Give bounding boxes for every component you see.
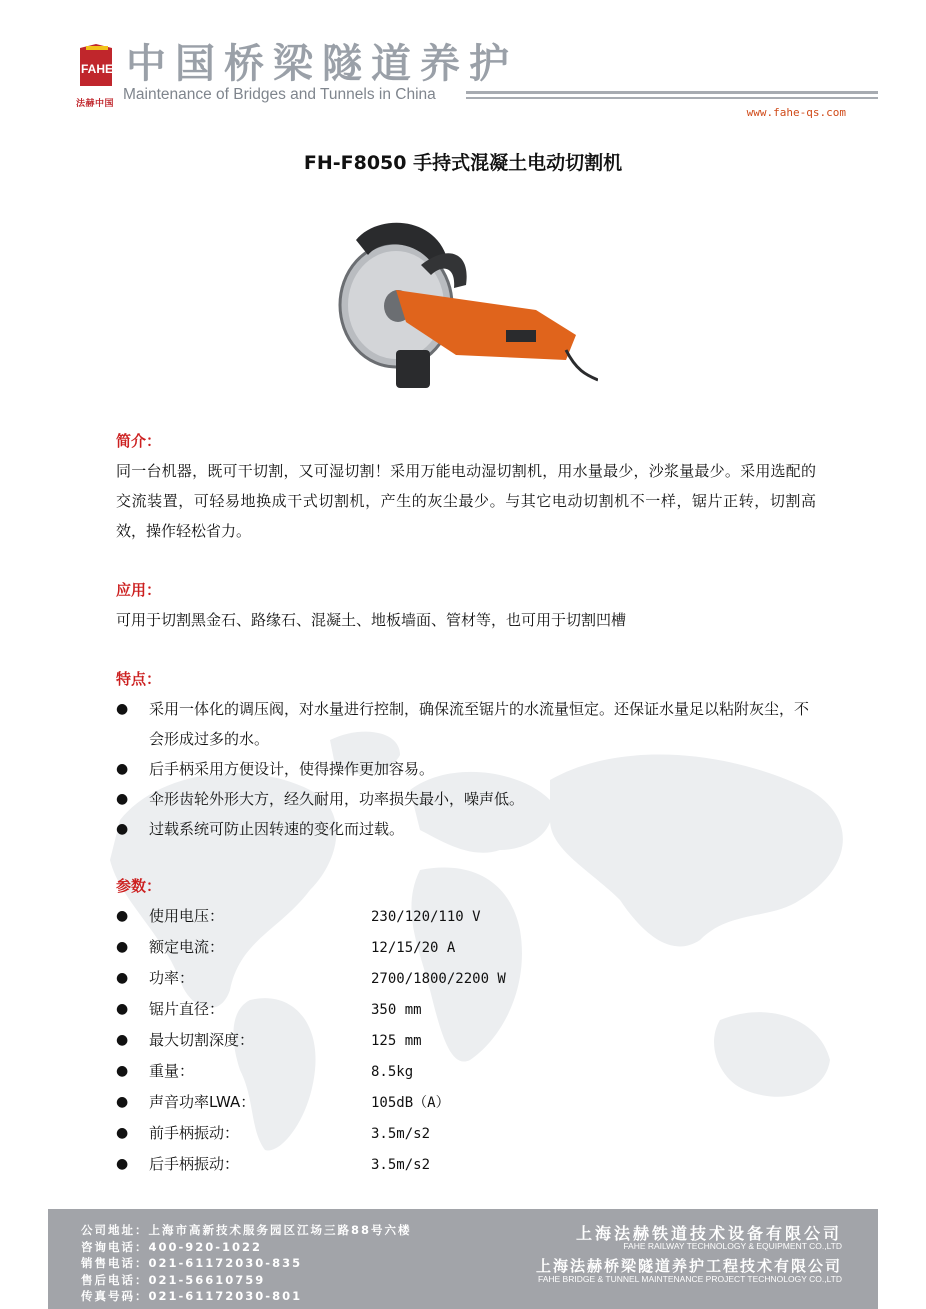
website-url[interactable]: www.fahe-qs.com [746, 106, 846, 119]
param-key: 声音功率LWA： [149, 1093, 256, 1111]
intro-text: 同一台机器，既可干切割，又可湿切割！采用万能电动湿切割机，用水量最少，沙浆量最少。采用选配的交流装置，可轻易地换成干式切割机，产生的灰尘最少。与其它电动切割机不一样，锯片正转，切割高效，操作轻松省力。 [116, 462, 816, 540]
param-value: 230/120/110 V [371, 909, 481, 925]
param-key: 重量： [149, 1062, 195, 1080]
application-section [116, 575, 816, 635]
param-key: 使用电压： [149, 907, 225, 925]
param-value: 3.5m/s2 [371, 1157, 431, 1173]
param-row [116, 994, 816, 1025]
footer-inquiry-phone: 咨询电话：400-920-1022 [81, 1239, 263, 1254]
application-text: 可用于切割黑金石、路缘石、混凝土、地板墙面、管材等，也可用于切割凹槽 [116, 611, 627, 629]
footer-company1-en: FAHE RAILWAY TECHNOLOGY & EQUIPMENT CO.,LTD [623, 1241, 842, 1251]
param-row [116, 1056, 816, 1087]
footer-company2-cn: 上海法赫桥梁隧道养护工程技术有限公司 [535, 1257, 842, 1275]
param-row [116, 901, 816, 932]
param-value: 105dB（A） [371, 1095, 450, 1111]
header-rule [466, 91, 878, 94]
param-key: 最大切割深度： [149, 1031, 255, 1049]
list-item: ● 过载系统可防止因转速的变化而过载。 [116, 814, 816, 844]
footer-service-phone: 售后电话：021-56610759 [81, 1272, 266, 1287]
brand-name-chinese: 中国桥梁隧道养护 [126, 41, 518, 87]
document-title: FH-F8050 手持式混凝土电动切割机 [303, 152, 623, 174]
footer-contact [81, 1222, 412, 1305]
features-heading: 特点： [116, 670, 162, 688]
param-row [116, 963, 816, 994]
param-value: 3.5m/s2 [371, 1126, 431, 1142]
list-item: ● 后手柄采用方便设计，使得操作更加容易。 [116, 754, 816, 784]
footer [48, 1209, 878, 1309]
features-list [116, 694, 816, 844]
param-key: 功率： [149, 969, 195, 987]
list-item: ● 伞形齿轮外形大方，经久耐用，功率损失最小，噪声低。 [116, 784, 816, 814]
application-heading: 应用： [116, 581, 162, 599]
footer-address: 公司地址：上海市高新技术服务园区江场三路88号六楼 [81, 1223, 412, 1237]
param-key: 额定电流： [149, 938, 225, 956]
concrete-cutter-image [336, 210, 598, 400]
params-section [116, 871, 816, 1180]
param-key: 前手柄振动： [149, 1124, 240, 1142]
param-value: 8.5kg [371, 1064, 414, 1080]
param-row [116, 1025, 816, 1056]
params-heading: 参数： [116, 877, 162, 895]
intro-section [116, 426, 816, 546]
param-value: 2700/1800/2200 W [371, 971, 506, 987]
param-value: 350 mm [371, 1002, 422, 1018]
param-row [116, 1087, 816, 1118]
params-list [116, 901, 816, 1180]
footer-company2-en: FAHE BRIDGE & TUNNEL MAINTENANCE PROJECT TECHNOLOGY CO.,LTD [537, 1274, 842, 1284]
svg-text:FAHE: FAHE [80, 62, 114, 76]
param-key: 后手柄振动： [149, 1155, 240, 1173]
logo-caption: 法赫中国 [76, 99, 115, 109]
footer-fax: 传真号码：021-61172030-801 [81, 1289, 303, 1303]
param-row [116, 1118, 816, 1149]
param-row [116, 932, 816, 963]
list-item: ● 采用一体化的调压阀，对水量进行控制，确保流至锯片的水流量恒定。还保证水量足以粘附灰尘，不会形成过多的水。 [116, 694, 816, 754]
intro-heading: 简介： [116, 432, 162, 450]
footer-company1-cn: 上海法赫铁道技术设备有限公司 [575, 1224, 842, 1243]
param-value: 125 mm [371, 1033, 422, 1049]
header-rule-thin [466, 97, 878, 99]
param-value: 12/15/20 A [371, 940, 456, 956]
param-key: 锯片直径： [149, 1000, 225, 1018]
features-section [116, 664, 816, 844]
param-row [116, 1149, 816, 1180]
brand-name-english: Maintenance of Bridges and Tunnels in China [123, 86, 436, 103]
company-logo [76, 42, 118, 96]
footer-sales-phone: 销售电话：021-61172030-835 [81, 1256, 303, 1270]
